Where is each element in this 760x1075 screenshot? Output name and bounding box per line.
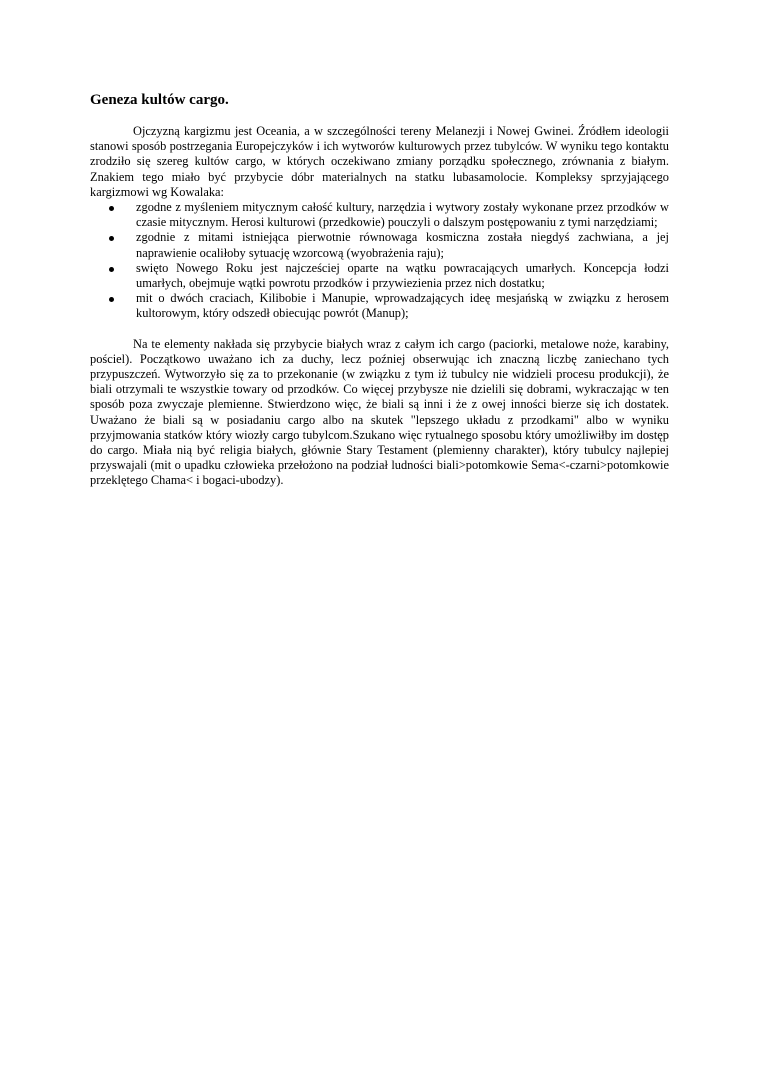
- intro-paragraph: Ojczyzną kargizmu jest Oceania, a w szczególności tereny Melanezji i Nowej Gwinei. Źródłem ideologii stanowi sposób postrzegania Europejczyków i ich wytworów kulturowych przez tubylców. W wyniku tego kontaktu zrodziło się szereg kultów cargo, w których oczekiwano zmiany porządku społecznego, zrównania z białym. Znakiem tego miało być przybycie dóbr materialnych na statku lubasamolocie. Kompleksy sprzyjającego kargizmowi wg Kowalaka:: [90, 124, 669, 199]
- bullet-icon: [109, 236, 114, 241]
- list-item-text: swięto Nowego Roku jest najcześciej oparte na wątku powracających umarłych. Koncepcja łodzi umarłych, obejmuje wątki powrotu przodków i przywiezienia przez nich dostatku;: [136, 260, 669, 291]
- document-page: [90, 0, 669, 1075]
- bullet-icon: [109, 297, 114, 302]
- second-paragraph: Na te elementy nakłada się przybycie białych wraz z całym ich cargo (paciorki, metalowe noże, karabiny, pościel). Początkowo uważano ich za duchy, lecz poźniej obserwując ich znaczną liczbę zaniechano tych przypuszczeń. Wytworzyło się za to przekonanie (w związku z tym iż tubulcy nie widzieli procesu produkcji), że biali otrzymali te wszystkie towary od przodków. Co więcej przybysze nie dzielili się dobrami, wykraczając w ten sposób poza zwyczaje plemienne. Stwierdzono więc, że biali są inni i że z owej inności bierze się ich dostatek. Uważano że biali są w posiadaniu cargo albo na skutek "lepszego układu z przodkami" albo w wyniku przyjmowania statków który wiozły cargo tubylcom.Szukano więc rytualnego sposobu który umożliwiłby im dostęp do cargo. Miała nią być religia białych, głównie Stary Testament (plemienny charakter), który tubulcy najlepiej przyswajali (mit o upadku człowieka przełożono na podział ludności biali>potomkowie Sema<-czarni>potomkowie przeklętego Chama< i bogaci-ubodzy).: [90, 336, 669, 488]
- bullet-icon: [109, 206, 114, 211]
- bullet-list: [90, 200, 669, 322]
- list-item: [136, 261, 669, 291]
- paragraph-spacer: [90, 322, 669, 337]
- list-item: [136, 291, 669, 321]
- bullet-icon: [109, 267, 114, 272]
- list-item-text: mit o dwóch craciach, Kilibobie i Manupie, wprowadzających ideę mesjańską w związku z herosem kultorowym, który odszedł obiecując powrót (Manup);: [136, 291, 669, 321]
- list-item-text: zgodnie z mitami istniejąca pierwotnie równowaga kosmiczna została niegdyś zachwiana, a jej naprawienie ocaliłoby sytuację wzorcową (wyobrażenia raju);: [136, 230, 669, 260]
- list-item: [136, 200, 669, 230]
- document-body: [90, 124, 669, 489]
- list-item-text: zgodne z myśleniem mitycznym całość kultury, narzędzia i wytwory zostały wykonane przez przodków w czasie mitycznym. Herosi kulturowi (przedkowie) pouczyli o dalszym postępowaniu z tymi narzędziami;: [136, 200, 669, 230]
- list-item: [136, 230, 669, 260]
- document-title: Geneza kultów cargo.: [90, 92, 229, 108]
